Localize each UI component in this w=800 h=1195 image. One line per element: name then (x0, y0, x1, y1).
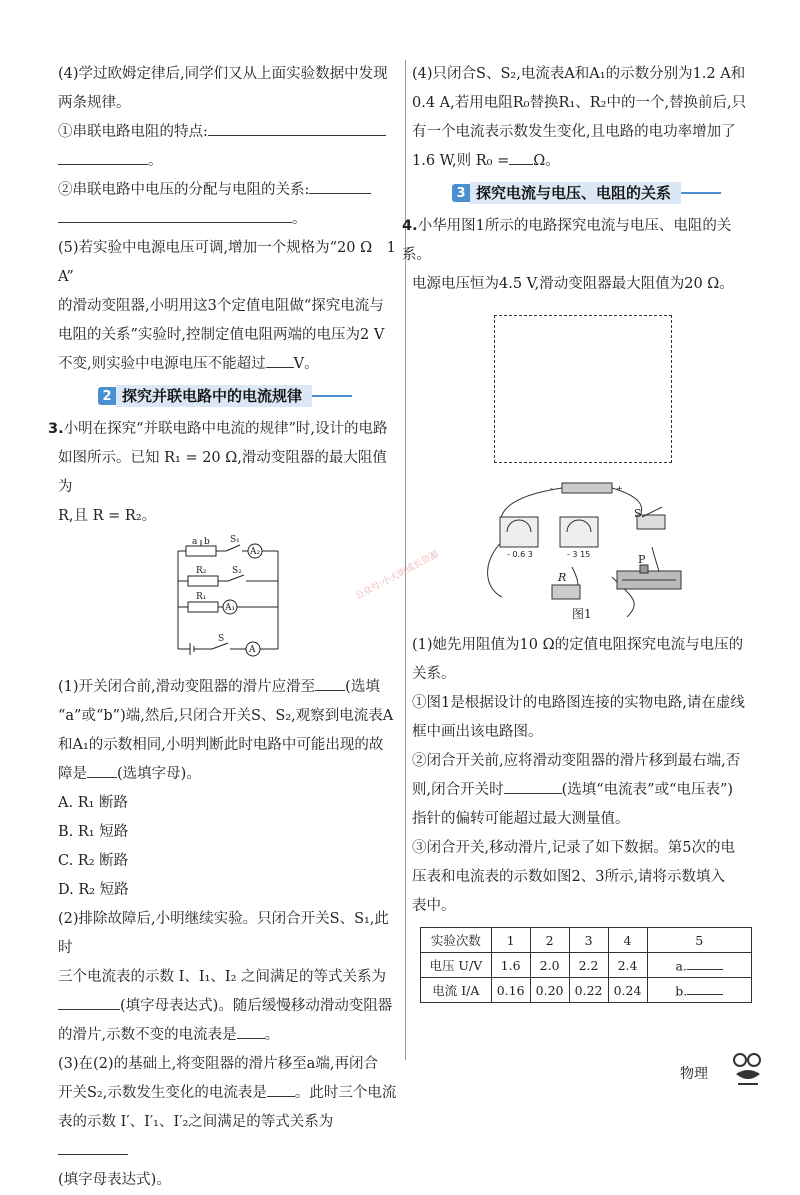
q2-part5-line1: (5)若实验中电源电压可调,增加一个规格为“20 Ω 1 A” (58, 240, 396, 285)
battery-plus: + (616, 484, 623, 493)
left-column (48, 60, 398, 1195)
circuit-label-r2: R₂ (196, 566, 207, 576)
table-row-voltage: 电压 U/V 1.6 2.0 2.2 2.4 a. (421, 953, 752, 978)
q3-part4-line2: 0.4 A,若用电阻R₀替换R₁、R₂中的一个,替换前后,只 (412, 95, 747, 111)
q4-part1-line7: 指针的偏转可能超过最大测量值。 (412, 811, 630, 827)
q3-part3-line2: 开关S₂,示数发生变化的电流表是 。此时三个电流 (58, 1079, 398, 1108)
voltmeter-scale: - 3 15 (567, 550, 591, 559)
ammeter-scale: - 0.6 3 (507, 550, 533, 559)
q3-part4-line3: 有一个电流表示数发生变化,且电路的电功率增加了 (412, 124, 736, 140)
circuit-drawing-box (494, 315, 672, 463)
q2-part4-line2: 两条规律。 (58, 95, 131, 111)
option-a: A. R₁ 断路 (58, 795, 129, 811)
slider-label: P (638, 553, 646, 566)
column-divider (405, 60, 406, 1060)
q3-stem-line2: 如图所示。已知 R₁ = 20 Ω,滑动变阻器的最大阻值为 (58, 450, 387, 495)
q2-part4-blank-line: 。 (58, 147, 398, 176)
q3-part4-line4: 1.6 W,则 R₀ = Ω。 (412, 147, 752, 176)
q4-stem-line1: 4.小华用图1所示的电路探究电流与电压、电阻的关系。 (402, 218, 732, 263)
q2-part5-line4: 不变,则实验中电源电压不能超过 V。 (58, 350, 398, 379)
q3-part2-line1: (2)排除故障后,小明继续实验。只闭合开关S、S₁,此时 (58, 911, 389, 956)
q4-part1-line6: 则,闭合开关时 (选填“电流表”或“电压表”) (412, 776, 752, 805)
section-3-number: 3 (452, 184, 470, 202)
q3-part2-line4: 的滑片,示数不变的电流表是 。 (58, 1021, 398, 1050)
q2-part5-line3: 电阻的关系”实验时,控制定值电阻两端的电压为2 V (58, 327, 385, 343)
q3-part1-line4: 障是 (选填字母)。 (58, 760, 398, 789)
section-2-title: 探究并联电路中的电流规律 (116, 385, 312, 407)
table-header-row: 实验次数 1 2 3 4 5 (421, 928, 752, 953)
q4-part1-line3: ①图1是根据设计的电路图连接的实物电路,请在虚线 (412, 695, 745, 711)
circuit-label-a: a (192, 537, 198, 547)
q4-part1-line2: 关系。 (412, 666, 456, 682)
circuit-label-s1: S₁ (230, 535, 240, 545)
q4-figure-1 (412, 305, 752, 625)
q4-part1-line9: 压表和电流表的示数如图2、3所示,请将示数填入 (412, 869, 726, 885)
q3-part3-line3: 表的示数 I′、I′₁、I′₂之间满足的等式关系为 (58, 1108, 398, 1166)
option-b: B. R₁ 短路 (58, 824, 129, 840)
right-column (402, 60, 752, 1003)
section-2-number: 2 (98, 387, 116, 405)
circuit-svg (168, 537, 308, 665)
data-table (420, 927, 752, 1003)
footer-subject: 物理 (680, 1066, 708, 1082)
q4-part1-line5: ②闭合开关前,应将滑动变阻器的滑片移到最右端,否 (412, 753, 741, 769)
q3-stem-line1: 3.小明在探究“并联电路中电流的规律”时,设计的电路 (48, 421, 388, 437)
resistor-label: R (558, 571, 567, 584)
q4-stem-line2: 电源电压恒为4.5 V,滑动变阻器最大阻值为20 Ω。 (412, 276, 734, 292)
q2-part4-line1: (4)学过欧姆定律后,同学们又从上面实验数据中发现 (58, 66, 388, 82)
circuit-label-s: S (218, 634, 225, 644)
q2-part4-voltage-division: ②串联电路中电压的分配与电阻的关系: (58, 176, 398, 205)
circuit-label-a1: A₁ (225, 603, 236, 613)
q3-circuit-diagram (168, 537, 308, 667)
circuit-label-b: b (204, 537, 210, 547)
q3-part1-line2: “a”或“b”)端,然后,只闭合开关S、S₂,观察到电流表A (58, 708, 394, 724)
section-2-header (98, 383, 398, 409)
q3-part2-line2: 三个电流表的示数 I、I₁、I₂ 之间满足的等式关系为 (58, 969, 387, 985)
table-row-current: 电流 I/A 0.16 0.20 0.22 0.24 b. (421, 978, 752, 1003)
q3-part3-line4: (填字母表达式)。 (58, 1172, 171, 1188)
option-d: D. R₂ 短路 (58, 882, 129, 898)
switch-label: S (634, 507, 642, 520)
circuit-label-r1: R₁ (196, 592, 207, 602)
q3-stem-line3: R,且 R = R₂。 (58, 508, 157, 524)
q4-part1-line8: ③闭合开关,移动滑片,记录了如下数据。第5次的电 (412, 840, 735, 856)
q3-part4-line1: (4)只闭合S、S₂,电流表A和A₁的示数分别为1.2 A和 (412, 66, 746, 82)
circuit-label-a2: A₂ (250, 547, 261, 557)
circuit-label-s2: S₂ (232, 566, 242, 576)
answer-cell-a[interactable]: a. (647, 953, 751, 978)
q2-part4-series-resistance: ①串联电路电阻的特点: (58, 118, 398, 147)
q4-part1-line4: 框中画出该电路图。 (412, 724, 543, 740)
brand-logo-icon (730, 1050, 766, 1090)
q3-part1-line3: 和A₁的示数相同,小明判断此时电路中可能出现的故 (58, 737, 384, 753)
section-3-title: 探究电流与电压、电阻的关系 (470, 182, 681, 204)
watermark: 公众号:小天街成长资源 (353, 549, 441, 603)
answer-cell-b[interactable]: b. (647, 978, 751, 1003)
circuit-label-a0: A (249, 645, 256, 655)
q3-part1-line1: (1)开关闭合前,滑动变阻器的滑片应滑至 (选填 (58, 673, 398, 702)
q2-part5-line2: 的滑动变阻器,小明用这3个定值电阻做“探究电流与 (58, 298, 384, 314)
q4-part1-line1: (1)她先用阻值为10 Ω的定值电阻探究电流与电压的 (412, 637, 744, 653)
q3-part2-line3: (填字母表达式)。随后缓慢移动滑动变阻器 (58, 992, 398, 1021)
option-c: C. R₂ 断路 (58, 853, 129, 869)
figure-1-caption: 图1 (572, 607, 592, 621)
q3-part3-line1: (3)在(2)的基础上,将变阻器的滑片移至a端,再闭合 (58, 1056, 378, 1072)
q2-part4-blank-line-2: 。 (58, 205, 398, 234)
section-3-header (452, 180, 752, 206)
q4-part1-line10: 表中。 (412, 898, 456, 914)
battery-minus: - (550, 484, 553, 493)
